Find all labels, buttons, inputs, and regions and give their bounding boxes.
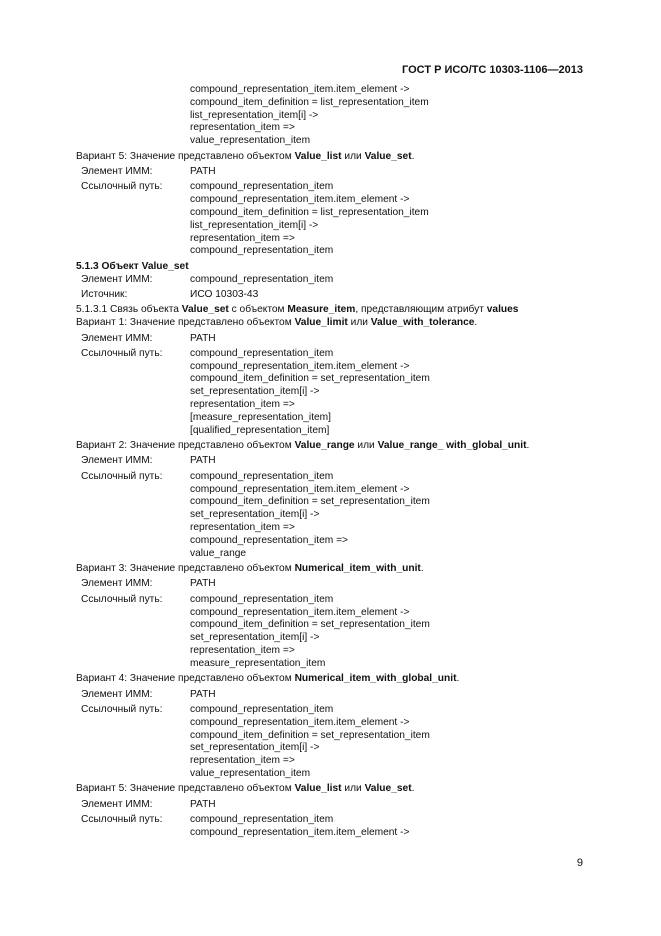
document-header: ГОСТ Р ИСО/ТС 10303-1106—2013 [402, 64, 583, 76]
element-value: PATH [190, 165, 216, 177]
path-line: compound_item_definition = set_representation_item [190, 729, 430, 741]
element-value: compound_representation_item [190, 273, 334, 285]
path-line: list_representation_item[i] -> [190, 109, 319, 121]
element-row [76, 455, 586, 468]
document-body [76, 84, 586, 840]
path-line: set_representation_item[i] -> [190, 742, 320, 754]
path-continuation [76, 84, 586, 148]
element-label: Элемент ИММ: [81, 798, 153, 810]
variant-heading: Вариант 2: Значение представлено объектом Value_range или Value_range_ with_global_unit. [76, 440, 530, 452]
path-label: Ссылочный путь: [81, 593, 163, 605]
variant-heading: Вариант 3: Значение представлено объектом Numerical_item_with_unit. [76, 563, 424, 575]
path-label: Ссылочный путь: [81, 347, 163, 359]
element-value: PATH [190, 332, 216, 344]
source-value: ИСО 10303-43 [190, 288, 259, 300]
path-line: list_representation_item[i] -> [190, 219, 319, 231]
path-line: set_representation_item[i] -> [190, 386, 320, 398]
element-row [76, 799, 586, 812]
variant-heading: Вариант 5: Значение представлено объектом Value_list или Value_set. [76, 150, 415, 162]
path-line: value_representation_item [190, 135, 311, 147]
path-line: compound_representation_item.item_element -> [190, 716, 410, 728]
subsection-heading: 5.1.3.1 Связь объекта Value_set с объектом Measure_item, представляющим атрибут values [76, 304, 519, 316]
element-row [76, 166, 586, 179]
element-label: Элемент ИММ: [81, 578, 153, 590]
path-line: value_representation_item [190, 767, 311, 779]
path-line: compound_item_definition = list_representation_item [190, 206, 429, 218]
element-row [76, 274, 586, 287]
path-line: value_range [190, 547, 247, 559]
page-number: 9 [576, 857, 583, 869]
path-line: representation_item => [190, 122, 295, 134]
element-label: Элемент ИММ: [81, 455, 153, 467]
path-line: representation_item => [190, 522, 295, 534]
path-value: compound_representation_item [190, 814, 334, 826]
source-row [76, 289, 586, 302]
path-line: set_representation_item[i] -> [190, 509, 320, 521]
path-line: measure_representation_item [190, 657, 326, 669]
path-value: compound_representation_item [190, 470, 334, 482]
path-line: compound_representation_item.item_element -> [190, 84, 410, 95]
element-row [76, 689, 586, 702]
path-value: compound_representation_item [190, 703, 334, 715]
element-label: Элемент ИММ: [81, 688, 153, 700]
element-label: Элемент ИММ: [81, 273, 153, 285]
path-line: compound_representation_item [190, 245, 334, 257]
section-heading: 5.1.3 Объект Value_set [76, 260, 189, 272]
path-label: Ссылочный путь: [81, 814, 163, 826]
path-line: representation_item => [190, 644, 295, 656]
element-value: PATH [190, 688, 216, 700]
path-row [76, 181, 586, 194]
element-value: PATH [190, 455, 216, 467]
path-row [76, 704, 586, 717]
element-label: Элемент ИММ: [81, 332, 153, 344]
element-row [76, 578, 586, 591]
source-label: Источник: [81, 288, 128, 300]
path-value: compound_representation_item [190, 347, 334, 359]
path-row [76, 471, 586, 484]
path-value: compound_representation_item [190, 181, 334, 193]
path-line: compound_representation_item.item_element -> [190, 483, 410, 495]
element-label: Элемент ИММ: [81, 165, 153, 177]
variant-heading: Вариант 1: Значение представлено объектом Value_limit или Value_with_tolerance. [76, 317, 478, 329]
path-line: compound_item_definition = list_representation_item [190, 96, 429, 108]
path-row [76, 594, 586, 607]
path-line: set_representation_item[i] -> [190, 632, 320, 644]
path-line: compound_item_definition = set_representation_item [190, 619, 430, 631]
element-value: PATH [190, 578, 216, 590]
path-line: compound_item_definition = set_representation_item [190, 373, 430, 385]
path-row [76, 348, 586, 361]
variant-heading: Вариант 5: Значение представлено объектом Value_list или Value_set. [76, 783, 415, 795]
path-line: compound_item_definition = set_representation_item [190, 496, 430, 508]
path-line: compound_representation_item.item_element -> [190, 826, 410, 838]
path-value: compound_representation_item [190, 593, 334, 605]
path-line: representation_item => [190, 232, 295, 244]
path-row [76, 814, 586, 827]
path-line: representation_item => [190, 755, 295, 767]
path-label: Ссылочный путь: [81, 181, 163, 193]
path-label: Ссылочный путь: [81, 703, 163, 715]
path-line: compound_representation_item.item_element -> [190, 194, 410, 206]
path-label: Ссылочный путь: [81, 470, 163, 482]
path-line: [qualified_representation_item] [190, 424, 330, 436]
path-line: [measure_representation_item] [190, 411, 332, 423]
path-line: representation_item => [190, 399, 295, 411]
path-line: compound_representation_item => [190, 534, 349, 546]
path-line: compound_representation_item.item_element -> [190, 606, 410, 618]
element-value: PATH [190, 798, 216, 810]
variant-heading: Вариант 4: Значение представлено объектом Numerical_item_with_global_unit. [76, 673, 460, 685]
element-row [76, 333, 586, 346]
path-line: compound_representation_item.item_element -> [190, 360, 410, 372]
